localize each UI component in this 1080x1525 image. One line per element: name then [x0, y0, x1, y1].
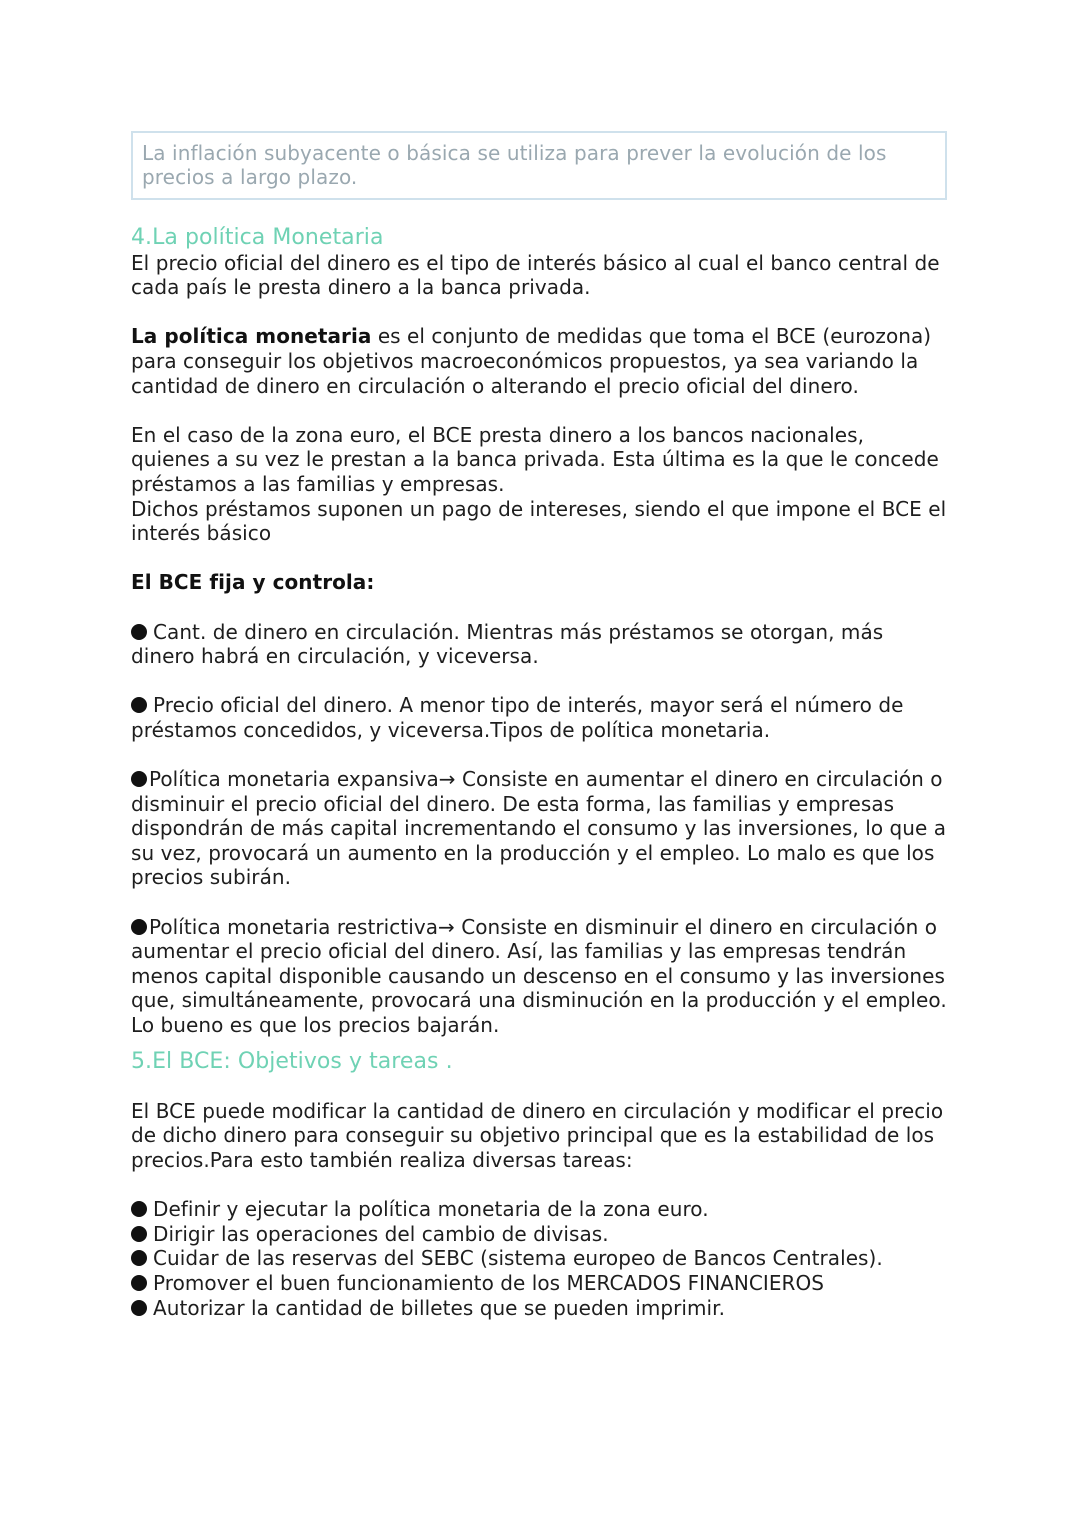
inflation-note-text: La inflación subyacente o básica se utiliza para prever la evolución de los precios a largo plazo.	[142, 141, 887, 189]
control-bullet-official-price: Precio oficial del dinero. A menor tipo de interés, mayor será el número de préstamos concedidos, y viceversa.Tipos de política monetaria.	[131, 693, 949, 742]
section-4-paragraph-3a: En el caso de la zona euro, el BCE presta dinero a los bancos nacionales, quienes a su vez le prestan a la banca privada. Esta última es la que le concede préstamos a las familias y empresas.	[131, 422, 939, 496]
document-body	[131, 226, 949, 1320]
section-4-paragraph-2	[131, 324, 949, 398]
section-4-paragraph-3b: Dichos préstamos suponen un pago de intereses, siendo el que impone el BCE el interés básico	[131, 496, 947, 546]
list-item: Dirigir las operaciones del cambio de divisas.	[131, 1222, 949, 1247]
list-item: Definir y ejecutar la política monetaria de la zona euro.	[131, 1197, 949, 1222]
restrictive-policy-bullet: Política monetaria restrictiva→ Consiste en disminuir el dinero en circulación o aumentar el precio oficial del dinero. Así, las familias y las empresas tendrán menos capital disponible causando un descenso en el consumo y las inversiones que, simultáneamente, provocará una disminución en la producción y el empleo. Lo bueno es que los precios bajarán.	[131, 915, 949, 1038]
bce-task-list	[131, 1197, 949, 1320]
list-item: Cuidar de las reservas del SEBC (sistema europeo de Bancos Centrales).	[131, 1246, 949, 1271]
section-4-title: 4.La política Monetaria	[131, 225, 384, 250]
control-bullet-money-supply: Cant. de dinero en circulación. Mientras más préstamos se otorgan, más dinero habrá en circulación, y viceversa.	[131, 620, 949, 669]
list-item: Promover el buen funcionamiento de los MERCADOS FINANCIEROS	[131, 1271, 949, 1296]
controls-heading: El BCE fija y controla:	[131, 570, 375, 595]
inflation-note-box	[131, 131, 947, 200]
list-item: Autorizar la cantidad de billetes que se pueden imprimir.	[131, 1296, 949, 1321]
monetary-policy-term: La política monetaria	[131, 324, 372, 349]
section-4-paragraph-1: El precio oficial del dinero es el tipo de interés básico al cual el banco central de cada país le presta dinero a la banca privada.	[131, 250, 940, 300]
expansive-policy-bullet: Política monetaria expansiva→ Consiste en aumentar el dinero en circulación o disminuir el precio oficial del dinero. De esta forma, las familias y empresas dispondrán de más capital incrementando el consumo y las inversiones, lo que a su vez, provocará un aumento en la producción y el empleo. Lo malo es que los precios subirán.	[131, 767, 949, 890]
section-5-title: 5.El BCE: Objetivos y tareas .	[131, 1048, 453, 1074]
monetary-policy-definition: es el conjunto de medidas que toma el BCE (eurozona) para conseguir los objetivos macroeconómicos propuestos, ya sea variando la cantidad de dinero en circulación o alterando el precio oficial del dinero.	[131, 324, 932, 398]
section-5-paragraph-1: El BCE puede modificar la cantidad de dinero en circulación y modificar el precio de dicho dinero para conseguir su objetivo principal que es la estabilidad de los precios.Para esto también realiza diversas tareas:	[131, 1098, 944, 1172]
